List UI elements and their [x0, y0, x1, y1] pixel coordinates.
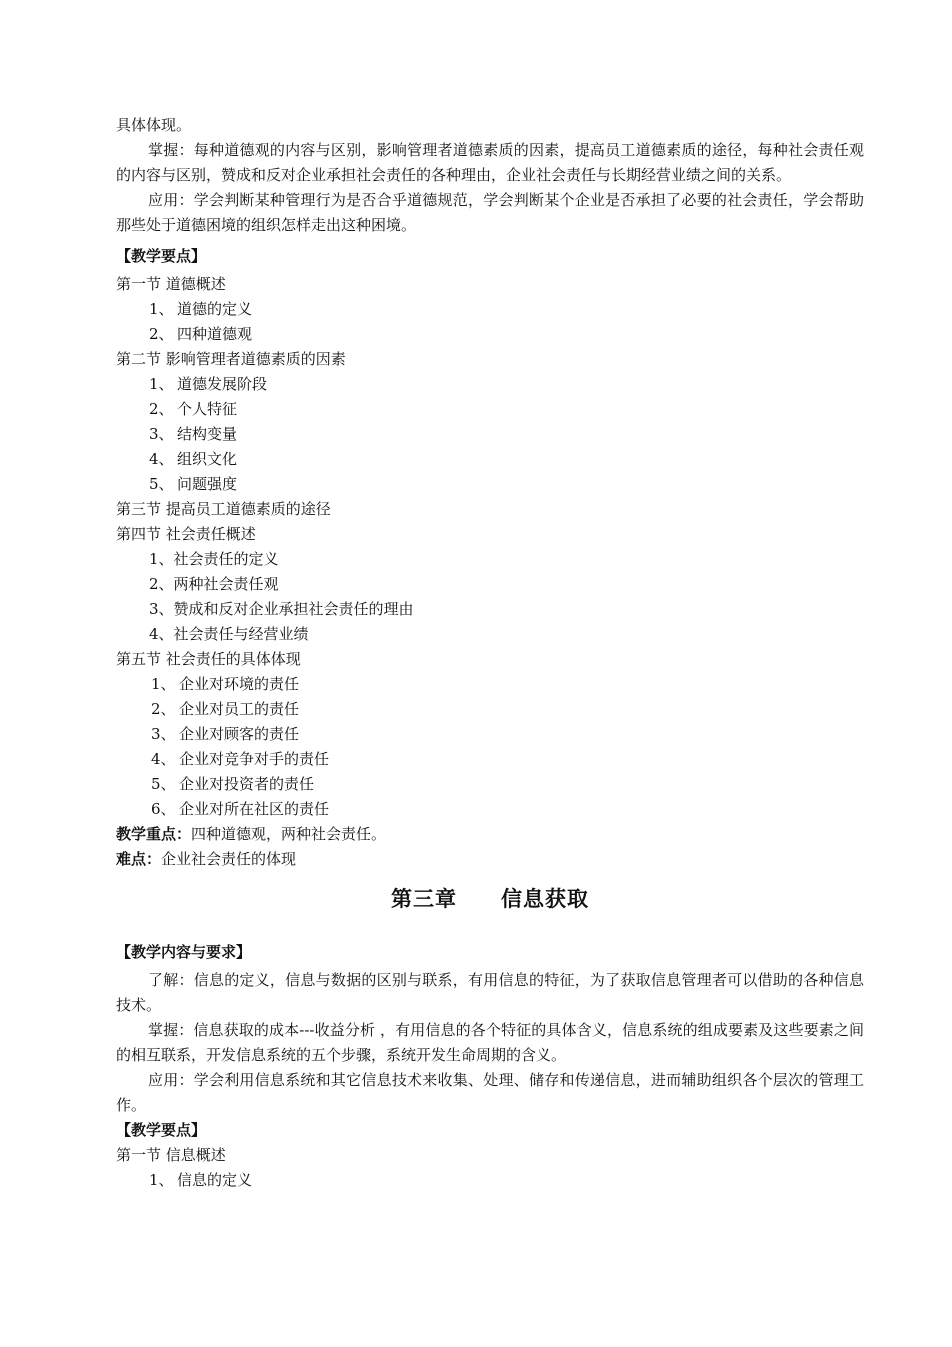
list-item: 1、社会责任的定义: [149, 550, 279, 568]
item-number: 3、: [151, 725, 176, 743]
item-number: 6、: [151, 800, 176, 818]
item-number: 2、: [149, 325, 174, 343]
item-number: 2、: [151, 700, 176, 718]
item-text: 企业对员工的责任: [179, 700, 300, 718]
item-text: 企业对投资者的责任: [179, 775, 315, 793]
apply-paragraph-1: 应用：学会判断某种管理行为是否合乎道德规范，学会判断某个企业是否承担了必要的社会责任，学会帮助那些处于道德困境的组织怎样走出这种困境。: [116, 191, 864, 234]
item-text: 个人特征: [177, 400, 238, 418]
list-item: [151, 697, 864, 722]
understand-paragraph-2: 了解：信息的定义，信息与数据的区别与联系，有用信息的特征，为了获取信息管理者可以借助的各种信息技术。: [116, 971, 864, 1014]
item-number: 1、: [149, 375, 174, 393]
heading-teaching-points-2: 【教学要点】: [116, 1121, 207, 1139]
key-points-label: 教学重点：: [116, 825, 192, 843]
section-4-title: 第四节 社会责任概述: [116, 525, 256, 543]
list-item: [149, 322, 864, 347]
item-text: 结构变量: [177, 425, 238, 443]
list-item: [151, 747, 864, 772]
list-item: 2、两种社会责任观: [149, 575, 279, 593]
list-item: 4、社会责任与经营业绩: [149, 625, 309, 643]
difficulty-text: 企业社会责任的体现: [161, 850, 297, 868]
item-text: 四种道德观: [177, 325, 253, 343]
item-number: 3、: [149, 425, 174, 443]
item-text: 道德发展阶段: [177, 375, 268, 393]
list-item: [149, 397, 864, 422]
heading-content-requirements: 【教学内容与要求】: [116, 943, 252, 961]
difficulty-line: [116, 847, 864, 872]
document-page: [116, 113, 864, 1193]
list-item: [149, 297, 864, 322]
item-number: 1、: [149, 300, 174, 318]
list-item: [149, 472, 864, 497]
key-points-text: 四种道德观，两种社会责任。: [191, 825, 387, 843]
item-text: 企业对竞争对手的责任: [179, 750, 330, 768]
master-paragraph-2: 掌握：信息获取的成本---收益分析 ，有用信息的各个特征的具体含义，信息系统的组成要素及这些要素之间的相互联系，开发信息系统的五个步骤，系统开发生命周期的含义。: [116, 1021, 864, 1064]
item-text: 企业对顾客的责任: [179, 725, 300, 743]
chapter-number: 第三章: [391, 886, 457, 911]
item-number: 1、: [149, 1171, 174, 1189]
item-number: 5、: [149, 475, 174, 493]
list-item: [151, 672, 864, 697]
list-item: [151, 772, 864, 797]
section-5-title: 第五节 社会责任的具体体现: [116, 650, 301, 668]
item-text: 道德的定义: [177, 300, 253, 318]
chapter-name: 信息获取: [501, 886, 589, 911]
section-6-title: 第一节 信息概述: [116, 1146, 226, 1164]
list-item: [149, 1168, 864, 1193]
list-item: [149, 447, 864, 472]
heading-teaching-points-1: 【教学要点】: [116, 247, 207, 265]
item-text: 问题强度: [177, 475, 238, 493]
list-item: [149, 422, 864, 447]
intro-tail: 具体体现。: [116, 116, 192, 134]
item-number: 4、: [151, 750, 176, 768]
item-number: 5、: [151, 775, 176, 793]
difficulty-label: 难点：: [116, 850, 162, 868]
item-text: 企业对环境的责任: [179, 675, 300, 693]
section-2-title: 第二节 影响管理者道德素质的因素: [116, 350, 346, 368]
item-number: 1、: [151, 675, 176, 693]
list-item: [151, 722, 864, 747]
item-text: 信息的定义: [177, 1171, 253, 1189]
list-item: [149, 372, 864, 397]
key-points-line: [116, 822, 864, 847]
chapter-title: [116, 884, 864, 914]
master-paragraph-1: 掌握：每种道德观的内容与区别，影响管理者道德素质的因素，提高员工道德素质的途径，每种社会责任观的内容与区别，赞成和反对企业承担社会责任的各种理由，企业社会责任与长期经营业绩之间的关系。: [116, 141, 864, 184]
item-text: 企业对所在社区的责任: [179, 800, 330, 818]
item-number: 4、: [149, 450, 174, 468]
apply-paragraph-2: 应用：学会利用信息系统和其它信息技术来收集、处理、储存和传递信息，进而辅助组织各个层次的管理工作。: [116, 1071, 864, 1114]
list-item: 3、赞成和反对企业承担社会责任的理由: [149, 600, 414, 618]
item-number: 2、: [149, 400, 174, 418]
list-item: [151, 797, 864, 822]
section-1-title: 第一节 道德概述: [116, 275, 226, 293]
section-3-title: 第三节 提高员工道德素质的途径: [116, 500, 331, 518]
item-text: 组织文化: [177, 450, 238, 468]
